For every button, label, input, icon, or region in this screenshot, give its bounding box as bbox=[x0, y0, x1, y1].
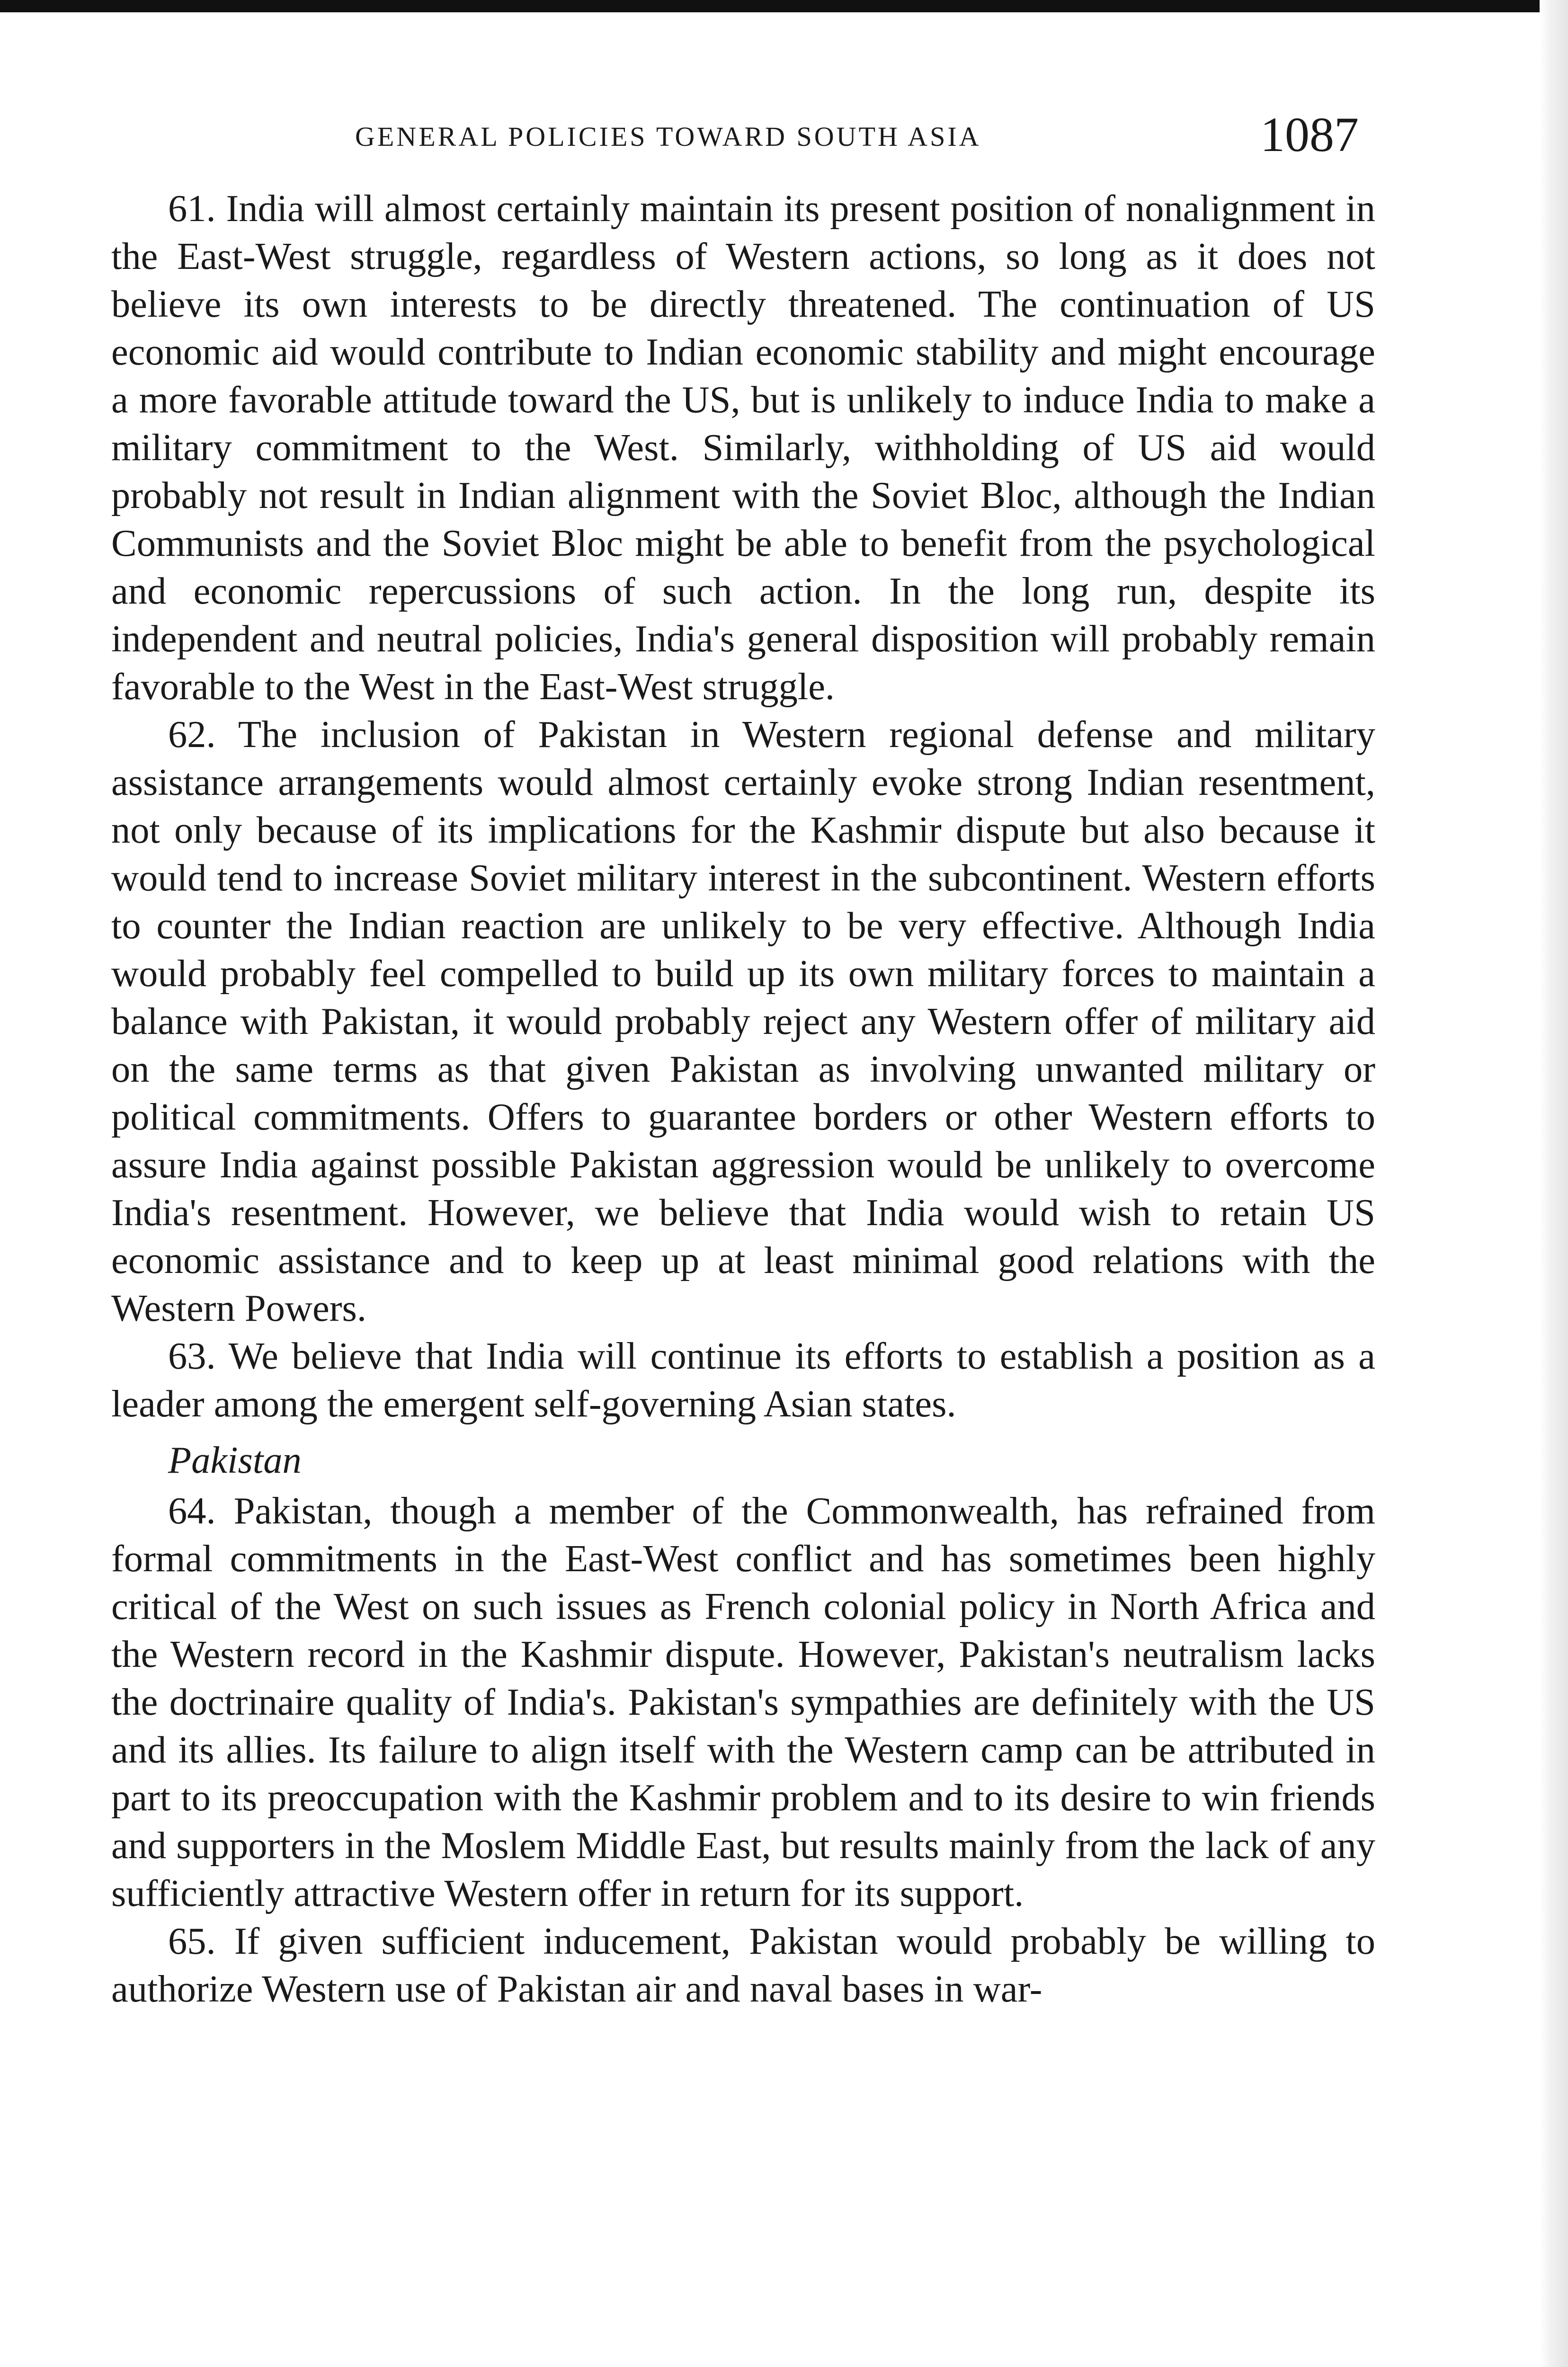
paragraph-62 bbox=[111, 711, 1375, 1332]
document-body bbox=[111, 185, 1375, 2013]
paragraph-number: 65. bbox=[168, 1920, 216, 1962]
paragraph-text: We believe that India will continue its efforts to establish a position as a leader among the emergent self-governing Asian states. bbox=[111, 1335, 1375, 1425]
page-edge-shadow bbox=[1540, 0, 1568, 2367]
section-heading-pakistan: Pakistan bbox=[168, 1439, 302, 1481]
paragraph-number: 62. bbox=[168, 713, 216, 756]
paragraph-text: India will almost certainly maintain its present position of nonalignment in the East-West struggle, regardless of Western actions, so long as it does not believe its own interests to be directly threatened. The continuation of US economic aid would contribute to Indian economic stability and might encourage a more favorable attitude toward the US, but is unlikely to induce India to make a military commitment to the West. Similarly, withholding of US aid would probably not result in Indian alignment with the Soviet Bloc, although the Indian Communists and the Soviet Bloc might be able to benefit from the psychological and economic repercussions of such action. In the long run, despite its independent and neutral policies, India's general disposition will probably remain favorable to the West in the East-West struggle. bbox=[111, 187, 1376, 708]
paragraph-text: The inclusion of Pakistan in Western regional defense and military assistance arrangements would almost certainly evoke strong Indian resentment, not only because of its implications for the Kashmir dispute but also because it would tend to increase Soviet military interest in the subcontinent. Western efforts to counter the Indian reaction are unlikely to be very effective. Although India would probably feel compelled to build up its own military forces to maintain a balance with Pakistan, it would probably reject any Western offer of military aid on the same terms as that given Pakistan as involving unwanted military or political commitments. Offers to guarantee borders or other Western efforts to assure India against possible Pakistan aggression would be unlikely to overcome India's resentment. However, we believe that India would wish to retain US economic assistance and to keep up at least minimal good relations with the Western Powers. bbox=[111, 713, 1375, 1329]
top-scan-border bbox=[0, 0, 1568, 12]
paragraph-65 bbox=[111, 1917, 1375, 2013]
paragraph-text: If given sufficient inducement, Pakistan would probably be willing to authorize Western use of Pakistan air and naval bases in war- bbox=[111, 1920, 1376, 2010]
paragraph-number: 63. bbox=[168, 1335, 216, 1377]
paragraph-64 bbox=[111, 1487, 1375, 1917]
paragraph-number: 61. bbox=[168, 187, 216, 230]
page-number: 1087 bbox=[1260, 107, 1359, 162]
paragraph-text: Pakistan, though a member of the Commonwealth, has refrained from formal commitments in the East-West conflict and has sometimes been highly critical of the West on such issues as French colonial policy in North Africa and the Western record in the Kashmir dispute. However, Pakistan's neutralism lacks the doctrinaire quality of India's. Pakistan's sympathies are definitely with the US and its allies. Its failure to align itself with the Western camp can be attributed in part to its preoccupation with the Kashmir problem and to its desire to win friends and supporters in the Moslem Middle East, but results mainly from the lack of any sufficiently attractive Western offer in return for its support. bbox=[111, 1490, 1376, 1914]
running-head: GENERAL POLICIES TOWARD SOUTH ASIA bbox=[355, 121, 981, 152]
paragraph-number: 64. bbox=[168, 1490, 216, 1532]
paragraph-61 bbox=[111, 185, 1375, 711]
page-header bbox=[118, 107, 1359, 168]
paragraph-63 bbox=[111, 1332, 1375, 1428]
